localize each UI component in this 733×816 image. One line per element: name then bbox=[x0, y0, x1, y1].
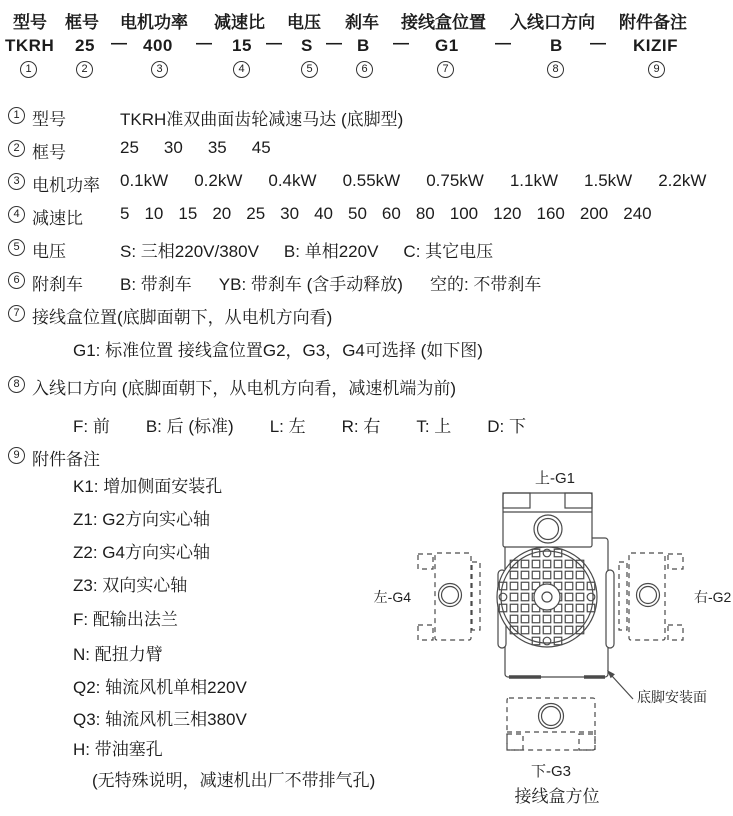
spec-row-inlet-options bbox=[8, 412, 733, 438]
spec-row-brake bbox=[8, 270, 733, 296]
spec-value: 50 bbox=[348, 204, 367, 223]
spec-value: 0.4kW bbox=[268, 171, 317, 190]
spec-value: C: 其它电压 bbox=[403, 242, 494, 261]
code-separator: — bbox=[196, 35, 212, 52]
spec-value: 30 bbox=[163, 138, 183, 157]
spec-row-inlet bbox=[8, 374, 733, 400]
row-label: 型号 bbox=[32, 110, 66, 129]
circled-number-8: 8 bbox=[547, 61, 564, 78]
code-part: 25 bbox=[75, 36, 95, 55]
row-label: 入线口方向 (底脚面朝下，从电机方向看，减速机端为前) bbox=[32, 379, 457, 398]
spec-value: 0.1kW bbox=[120, 171, 169, 190]
row-mark: 1 bbox=[8, 107, 25, 124]
row-mark: 2 bbox=[8, 140, 25, 157]
spec-value: B: 后 (标准) bbox=[145, 417, 234, 436]
column-header-ratio: 减速比 bbox=[214, 13, 265, 32]
junction-box-bottom-g3 bbox=[507, 698, 595, 750]
junction-box-right-g2 bbox=[619, 553, 683, 640]
accessory-text: Z2: G4方向实心轴 bbox=[73, 543, 210, 562]
spec-value: 1.1kW bbox=[509, 171, 559, 190]
spec-value: 25 bbox=[246, 204, 266, 223]
spec-row-terminal-box-sub bbox=[8, 336, 733, 362]
terminal-box-orientation-diagram bbox=[363, 450, 733, 816]
spec-value: B: 单相220V bbox=[283, 242, 379, 261]
label-bottom-g3: 下-G3 bbox=[530, 763, 572, 780]
row-label: 附件备注 bbox=[32, 450, 100, 469]
row-label: 减速比 bbox=[32, 209, 83, 228]
code-separator: — bbox=[495, 35, 511, 52]
accessory-text: Z1: G2方向实心轴 bbox=[73, 510, 210, 529]
spec-value: 0.2kW bbox=[194, 171, 243, 190]
spec-value: 5 bbox=[120, 204, 130, 223]
cable-gland-bottom bbox=[539, 704, 564, 729]
foot-surface-callout bbox=[607, 670, 707, 705]
code-part: KIZIF bbox=[633, 36, 678, 55]
code-separator: — bbox=[590, 35, 606, 52]
spec-value: 25 bbox=[120, 138, 139, 157]
code-separator: — bbox=[326, 35, 342, 52]
spec-value: 45 bbox=[251, 138, 271, 157]
spec-sub-text: G1: 标准位置 接线盒位置G2，G3，G4可选择 (如下图) bbox=[73, 341, 483, 360]
column-header-voltage: 电压 bbox=[287, 13, 321, 32]
row-mark: 4 bbox=[8, 206, 25, 223]
code-part: TKRH bbox=[5, 36, 55, 55]
column-header-frame: 框号 bbox=[65, 13, 99, 32]
spec-value: B: 带刹车 bbox=[120, 275, 192, 294]
spec-value: 200 bbox=[579, 204, 609, 223]
model-code-table bbox=[0, 0, 733, 100]
spec-value: 10 bbox=[144, 204, 164, 223]
row-label: 框号 bbox=[32, 143, 66, 162]
row-label: 电机功率 bbox=[32, 176, 100, 195]
column-header-brake: 刹车 bbox=[345, 13, 379, 32]
spec-value: 30 bbox=[280, 204, 300, 223]
code-part: 15 bbox=[232, 36, 252, 55]
label-left-g4: 左-G4 bbox=[373, 589, 411, 605]
spec-row-voltage bbox=[8, 237, 733, 263]
column-header-model: 型号 bbox=[13, 13, 47, 32]
code-separator: — bbox=[111, 35, 127, 52]
fan-cover bbox=[497, 547, 597, 647]
spec-row-terminal-box bbox=[8, 303, 733, 329]
row-mark: 7 bbox=[8, 305, 25, 322]
junction-box-top-g1 bbox=[503, 493, 592, 547]
spec-value: YB: 带刹车 (含手动释放) bbox=[218, 275, 403, 294]
row-mark: 5 bbox=[8, 239, 25, 256]
accessory-text: N: 配扭力臂 bbox=[73, 645, 163, 664]
spec-value: TKRH准双曲面齿轮减速马达 (底脚型) bbox=[120, 110, 404, 129]
spec-value: 15 bbox=[178, 204, 198, 223]
spec-value: 35 bbox=[207, 138, 227, 157]
accessory-text: H: 带油塞孔 bbox=[73, 740, 163, 759]
circled-number-6: 6 bbox=[356, 61, 373, 78]
circled-number-3: 3 bbox=[151, 61, 168, 78]
diagram-caption: 接线盒方位 bbox=[514, 787, 600, 806]
spec-value: 240 bbox=[623, 204, 652, 223]
spec-value: 80 bbox=[415, 204, 435, 223]
spec-row-frame bbox=[8, 138, 733, 164]
spec-value: T: 上 bbox=[416, 417, 452, 436]
column-header-terminal-box: 接线盒位置 bbox=[401, 13, 486, 32]
circled-number-2: 2 bbox=[76, 61, 93, 78]
foot-surface-label: 底脚安装面 bbox=[637, 689, 707, 705]
accessory-text: K1: 增加侧面安装孔 bbox=[73, 477, 223, 496]
column-header-inlet: 入线口方向 bbox=[510, 13, 595, 32]
row-mark: 3 bbox=[8, 173, 25, 190]
circled-number-1: 1 bbox=[20, 61, 37, 78]
label-top-g1: 上-G1 bbox=[534, 470, 576, 487]
row-label: 电压 bbox=[32, 242, 66, 261]
spec-value: 0.75kW bbox=[426, 171, 484, 190]
code-separator: — bbox=[266, 35, 282, 52]
spec-value: D: 下 bbox=[487, 417, 527, 436]
spec-value: 2.2kW bbox=[658, 171, 707, 190]
spec-value: 160 bbox=[536, 204, 565, 223]
accessory-text: F: 配输出法兰 bbox=[73, 610, 178, 629]
fan-hub bbox=[534, 584, 560, 610]
spec-value: 40 bbox=[314, 204, 333, 223]
circled-number-9: 9 bbox=[648, 61, 665, 78]
row-mark: 9 bbox=[8, 447, 25, 464]
spec-value: R: 右 bbox=[341, 417, 381, 436]
circled-number-5: 5 bbox=[301, 61, 318, 78]
spec-value: 20 bbox=[212, 204, 232, 223]
code-part: G1 bbox=[435, 36, 459, 55]
motor-side-pad-right bbox=[606, 570, 614, 648]
code-part: S bbox=[301, 36, 313, 55]
spec-value: F: 前 bbox=[73, 417, 110, 436]
accessory-text: Z3: 双向实心轴 bbox=[73, 576, 188, 595]
spec-row-ratio bbox=[8, 204, 733, 230]
spec-value: 1.5kW bbox=[584, 171, 633, 190]
note-text: (无特殊说明，减速机出厂不带排气孔) bbox=[92, 771, 376, 790]
spec-value: 100 bbox=[449, 204, 479, 223]
row-label: 接线盒位置(底脚面朝下，从电机方向看) bbox=[32, 308, 333, 327]
spec-value: 120 bbox=[493, 204, 522, 223]
label-right-g2: 右-G2 bbox=[694, 589, 732, 605]
spec-value: 空的: 不带刹车 bbox=[429, 275, 542, 294]
accessory-text: Q2: 轴流风机单相220V bbox=[73, 678, 247, 697]
column-header-power: 电机功率 bbox=[120, 13, 188, 32]
spec-value: L: 左 bbox=[269, 417, 306, 436]
circled-number-7: 7 bbox=[437, 61, 454, 78]
spec-value: S: 三相220V/380V bbox=[120, 242, 259, 261]
column-header-accessories: 附件备注 bbox=[619, 13, 687, 32]
junction-box-left-g4 bbox=[418, 553, 480, 640]
spec-value: 60 bbox=[381, 204, 401, 223]
row-label: 附刹车 bbox=[32, 275, 83, 294]
circled-number-4: 4 bbox=[233, 61, 250, 78]
row-mark: 6 bbox=[8, 272, 25, 289]
code-part: B bbox=[550, 36, 563, 55]
row-mark: 8 bbox=[8, 376, 25, 393]
code-part: B bbox=[357, 36, 370, 55]
code-separator: — bbox=[393, 35, 409, 52]
spec-row-model bbox=[8, 105, 733, 131]
spec-value: 0.55kW bbox=[342, 171, 401, 190]
code-part: 400 bbox=[143, 36, 173, 55]
spec-row-power bbox=[8, 171, 733, 197]
accessory-text: Q3: 轴流风机三相380V bbox=[73, 710, 247, 729]
